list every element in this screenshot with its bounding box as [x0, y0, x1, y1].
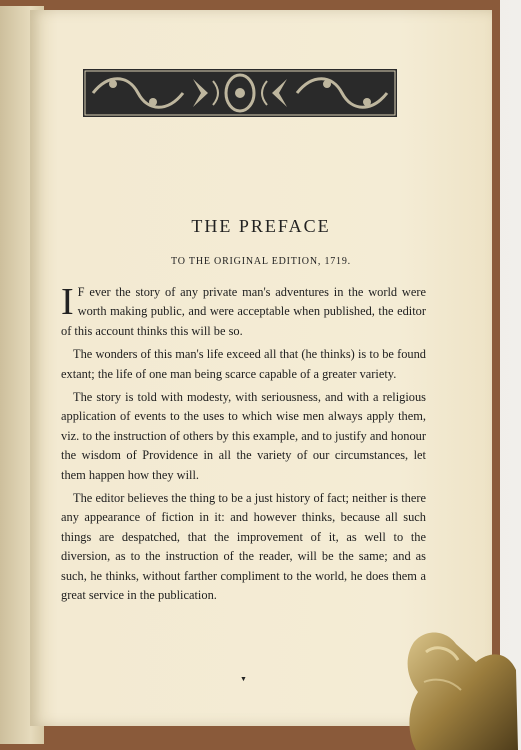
page-subtitle: TO THE ORIGINAL EDITION, 1719. — [171, 256, 351, 267]
signature-mark: ▼ — [240, 675, 247, 683]
decorative-headpiece — [83, 69, 397, 117]
paragraph-1 — [61, 283, 426, 341]
paragraph-3: The story is told with modesty, with seriousness, and with a religious application of events to the uses to which wise men always apply them, viz. to the instruction of others by this example, and to justify and honour the wisdom of Providence in all the variety of our circumstances, let them happen how they will. — [61, 390, 426, 482]
brass-hand-page-holder — [396, 622, 521, 750]
drop-cap: I — [61, 281, 74, 323]
preface-text — [61, 283, 426, 610]
page-title: THE PREFACE — [191, 216, 331, 236]
paragraph-1-text: F ever the story of any private man's adventures in the world were worth making public, and were acceptable when published, the editor of this account thinks this will be so. — [61, 285, 426, 338]
paragraph-2: The wonders of this man's life exceed all that (he thinks) is to be found extant; the life of one man being scarce capable of a greater variety. — [61, 347, 426, 381]
paragraph-4: The editor believes the thing to be a just history of fact; neither is there any appearance of fiction in it: and however thinks, because all such things are despatched, that the improvement of it, as well to the diversion, as to the instruction of the reader, will be the same; and as such, he thinks, without farther compliment to the world, he does them a great service in the publication. — [61, 491, 426, 603]
